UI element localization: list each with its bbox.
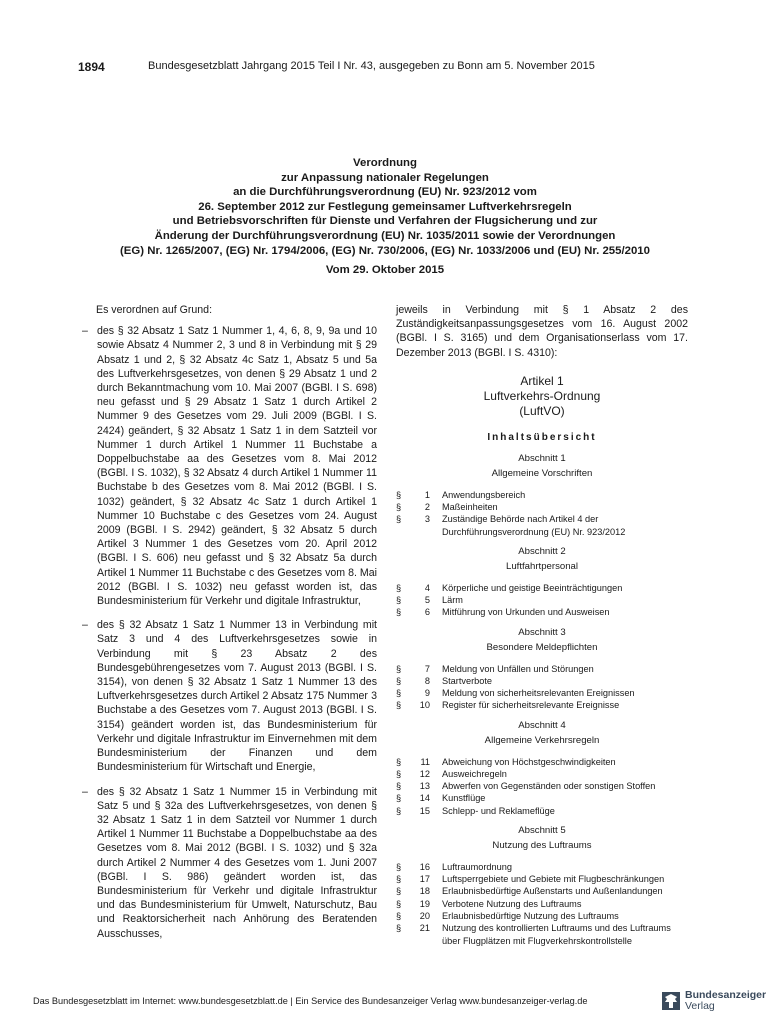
toc-entry-text: Meldung von sicherheitsrelevanten Ereignissen (442, 688, 635, 699)
toc-entry-text: Erlaubnisbedürftige Außenstarts und Außenlandungen (442, 886, 663, 897)
paragraph-symbol: § (396, 923, 402, 934)
running-title: Bundesgesetzblatt Jahrgang 2015 Teil I Nr. 43, ausgegeben zu Bonn am 5. November 2015 (148, 60, 595, 72)
page-header (78, 60, 692, 78)
toc-section-title: Nutzung des Luftraums (492, 840, 592, 852)
legal-basis-item (82, 618, 377, 774)
toc-entry (396, 910, 688, 922)
toc-entry-text: Register für sicherheitsrelevante Ereignisse (442, 700, 620, 711)
toc-entry-text: Kunstflüge (442, 793, 486, 804)
toc-entry-text: Anwendungsbereich (442, 489, 526, 500)
toc-entry (396, 756, 688, 768)
toc-entry-number: 8 (424, 675, 430, 686)
publisher-logo (661, 990, 766, 1012)
title-line: und Betriebsvorschriften für Dienste und Verfahren der Flugsicherung und zur (172, 215, 598, 228)
toc-entry (396, 675, 688, 687)
toc-entry (396, 501, 688, 513)
dash-marker: – (82, 325, 88, 338)
left-column (82, 303, 377, 951)
toc-entry-number: 10 (419, 700, 430, 711)
toc-section-heading (396, 825, 688, 853)
toc-section-heading (396, 546, 688, 574)
toc-entry-number: 13 (419, 781, 430, 792)
toc-entry (396, 922, 688, 947)
toc-section-number: Abschnitt 5 (518, 825, 566, 837)
toc-section-title: Luftfahrtpersonal (506, 561, 578, 573)
legal-basis-text: des § 32 Absatz 1 Satz 1 Nummer 1, 4, 6, 8, 9, 9a und 10 sowie Absatz 4 Nummer 2, 3 und 8 in Verbindung mit § 29 Absatz 1 und 2, § 32 Absatz 4c Satz 1, Absatz 5 und 5a des Luftverkehrsgesetzes, von denen § 29 Absatz 1 und 2 durch Bekanntmachung vom 10. Mai 2007 (BGBl. I S. 698) neu gefasst und § 29 Absatz 1 Satz 1 durch Artikel 2 Nummer 9 des Gesetzes vom 29. Juli 2009 (BGBl. I S. 2424) geändert, § 32 Absatz 1 Satz 1 in dem Satzteil vor Nummer 1 durch Artikel 1 Nummer 11 Buchstabe a Doppelbuchstabe aa des Gesetzes vom 8. Mai 2012 (BGBl. I S. 1032), § 32 Absatz 4 durch Artikel 1 Nummer 11 Buchstabe b des Gesetzes vom 8. Mai 2012 (BGBl. I S. 1032) geändert, § 32 Absatz 4c Satz 1 durch Artikel 1 Nummer 10 Buchstabe c des Gesetzes vom 24. August 2009 (BGBl. I S. 2942) geändert, § 32 Absatz 5 durch Artikel 3 Nummer 1 des Gesetzes vom 20. April 2012 (BGBl. I S. 606) neu gefasst und § 32 Absatz 5a durch Artikel 1 Nummer 11 Buchstabe c des Gesetzes vom 8. Mai 2012 (BGBl. I S. 1032) neu gefasst worden ist, das Bundesministerium für Verkehr und digitale Infrastruktur, (97, 325, 377, 608)
toc-section-title: Allgemeine Vorschriften (491, 468, 593, 480)
toc-entry (396, 885, 688, 897)
toc-entry (396, 898, 688, 910)
toc-section-number: Abschnitt 3 (518, 626, 566, 638)
toc-section-number: Abschnitt 1 (518, 453, 566, 465)
paragraph-symbol: § (396, 663, 402, 674)
toc-section-title: Allgemeine Verkehrsregeln (484, 735, 600, 747)
paragraph-symbol: § (396, 756, 402, 767)
logo-line-2: Verlag (685, 1000, 715, 1012)
toc-entry-number: 1 (424, 489, 430, 500)
toc-entry-text: Ausweichregeln (442, 768, 507, 779)
toc-entry-text: Nutzung des kontrollierten Luftraums und des Luftraums über Flugplätzen mit Flugverkehrskontrollstelle (442, 923, 671, 946)
toc-entry-text: Lärm (442, 595, 463, 606)
title-line: Verordnung (353, 157, 417, 169)
article-abbreviation: (LuftVO) (519, 403, 565, 418)
toc-entry-text: Maßeinheiten (442, 502, 498, 513)
toc-entry-text: Erlaubnisbedürftige Nutzung des Luftraums (442, 911, 619, 922)
title-line: (EG) Nr. 1265/2007, (EG) Nr. 1794/2006, (EG) Nr. 730/2006, (EG) Nr. 1033/2006 und (EU) Nr. 255/2010 (120, 244, 650, 257)
toc-list (396, 756, 688, 817)
toc-entry-text: Meldung von Unfällen und Störungen (442, 663, 594, 674)
document-date: Vom 29. Oktober 2015 (325, 264, 445, 276)
toc-entry (396, 768, 688, 780)
toc-entry-text: Schlepp- und Reklameflüge (442, 805, 555, 816)
page-number: 1894 (78, 60, 105, 74)
toc-entry (396, 594, 688, 606)
title-line: Änderung der Durchführungsverordnung (EU) Nr. 1035/2011 sowie der Verordnungen (154, 229, 616, 242)
toc-list (396, 663, 688, 712)
toc-entry-text: Abweichung von Höchstgeschwindigkeiten (442, 756, 616, 767)
toc-entry-text: Zuständige Behörde nach Artikel 4 der Durchführungsverordnung (EU) Nr. 923/2012 (442, 514, 626, 537)
paragraph-symbol: § (396, 861, 402, 872)
toc-entry-number: 2 (424, 502, 430, 513)
toc-entry-text: Luftsperrgebiete und Gebiete mit Flugbeschränkungen (442, 874, 665, 885)
toc-entry-number: 16 (419, 861, 430, 872)
right-column (396, 303, 688, 947)
toc-entry-text: Verbotene Nutzung des Luftraums (442, 898, 582, 909)
intro-text: Es verordnen auf Grund: (96, 304, 213, 316)
toc-section-heading (396, 720, 688, 748)
toc-entry-number: 4 (424, 582, 430, 593)
paragraph-symbol: § (396, 595, 402, 606)
paragraph-symbol: § (396, 781, 402, 792)
document-title (60, 156, 710, 258)
title-line: 26. September 2012 zur Festlegung gemeinsamer Luftverkehrsregeln (198, 200, 572, 213)
title-line: an die Durchführungsverordnung (EU) Nr. 923/2012 vom (233, 186, 537, 199)
toc-entry (396, 792, 688, 804)
toc-entry-number: 14 (419, 793, 430, 804)
paragraph-symbol: § (396, 793, 402, 804)
paragraph-symbol: § (396, 607, 402, 618)
toc-list (396, 582, 688, 619)
toc-entry (396, 582, 688, 594)
toc-entry (396, 805, 688, 817)
article-number: Artikel 1 (520, 373, 564, 388)
paragraph-symbol: § (396, 582, 402, 593)
dash-marker: – (82, 785, 88, 798)
toc-heading: Inhaltsübersicht (487, 431, 597, 443)
toc-entry (396, 699, 688, 711)
logo-line-1: Bundesanzeiger (685, 989, 767, 1001)
legal-basis-item (82, 324, 377, 608)
toc-entry-text: Startverbote (442, 675, 493, 686)
toc-entry-number: 19 (419, 898, 430, 909)
legal-basis-item (82, 785, 377, 941)
article-heading (396, 374, 688, 419)
legal-basis-text: des § 32 Absatz 1 Satz 1 Nummer 13 in Verbindung mit Satz 3 und 4 des Luftverkehrsgesetzes sowie in Verbindung mit § 23 Absatz 2 des Bundesgebührengesetzes vom 7. August 2013 (BGBl. I S. 3154), von denen § 32 Absatz 1 Satz 1 Nummer 13 des Luftverkehrsgesetzes durch Artikel 2 Absatz 175 Nummer 3 Buchstabe a des Gesetzes vom 7. August 2013 (BGBl. I S. 3154) geändert worden ist, das Bundesministerium für Verkehr und digitale Infrastruktur im Einvernehmen mit dem Bundesministerium der Finanzen und dem Bundesministerium für Wirtschaft und Energie, (97, 619, 377, 774)
paragraph-symbol: § (396, 805, 402, 816)
toc-entry-text: Mitführung von Urkunden und Ausweisen (442, 607, 610, 618)
toc-section-number: Abschnitt 2 (518, 546, 566, 558)
toc-entry (396, 606, 688, 618)
paragraph-symbol: § (396, 675, 402, 686)
toc-section-heading (396, 627, 688, 655)
article-title: Luftverkehrs-Ordnung (483, 388, 601, 403)
toc-list (396, 489, 688, 538)
paragraph-symbol: § (396, 768, 402, 779)
continuation-text: jeweils in Verbindung mit § 1 Absatz 2 des Zuständigkeitsanpassungsgesetzes vom 16. August 2002 (BGBl. I S. 3165) und dem Organisationserlass vom 17. Dezember 2013 (BGBl. I S. 4310): (396, 304, 688, 359)
table-of-contents (396, 453, 688, 947)
toc-entry-text: Luftraumordnung (442, 861, 512, 872)
toc-entry-number: 17 (419, 874, 430, 885)
toc-list (396, 861, 688, 947)
paragraph-symbol: § (396, 502, 402, 513)
toc-entry-number: 11 (420, 756, 430, 767)
toc-entry-number: 20 (419, 911, 430, 922)
toc-section-title: Besondere Meldepflichten (486, 642, 598, 654)
toc-section-heading (396, 453, 688, 481)
toc-entry-number: 3 (424, 514, 430, 525)
toc-entry-number: 18 (419, 886, 430, 897)
toc-entry-number: 6 (424, 607, 430, 618)
paragraph-symbol: § (396, 489, 402, 500)
toc-entry-text: Abwerfen von Gegenständen oder sonstigen Stoffen (442, 781, 656, 792)
toc-entry (396, 861, 688, 873)
toc-entry-number: 5 (424, 595, 430, 606)
dash-marker: – (82, 619, 88, 632)
toc-entry-number: 12 (419, 768, 430, 779)
paragraph-symbol: § (396, 514, 402, 525)
paragraph-symbol: § (396, 886, 402, 897)
toc-entry-number: 7 (424, 663, 430, 674)
toc-entry-number: 21 (419, 923, 430, 934)
eagle-logo-icon (661, 991, 681, 1011)
title-line: zur Anpassung nationaler Regelungen (281, 171, 489, 184)
footer-text: Das Bundesgesetzblatt im Internet: www.bundesgesetzblatt.de | Ein Service des Bundesanzeiger Verlag www.bundesanzeiger-verlag.de (33, 996, 588, 1006)
toc-entry-text: Körperliche und geistige Beeinträchtigungen (442, 582, 623, 593)
toc-entry-number: 9 (424, 688, 430, 699)
toc-entry-number: 15 (419, 805, 430, 816)
paragraph-symbol: § (396, 898, 402, 909)
toc-section-number: Abschnitt 4 (518, 719, 566, 731)
legal-basis-text: des § 32 Absatz 1 Satz 1 Nummer 15 in Verbindung mit Satz 5 und § 32a des Luftverkehrsgesetzes, von denen § 32 Absatz 1 Satz 1 in dem Satzteil vor Nummer 1 durch Artikel 1 Nummer 11 Buchstabe a Doppelbuchstabe aa des Gesetzes vom 8. Mai 2012 (BGBl. I S. 1032) und § 32a durch Artikel 2 Nummer 4 des Gesetzes vom 1. Juni 2007 (BGBl. I S. 986) geändert worden ist, das Bundesministerium für Verkehr und digitale Infrastruktur und das Bundesministerium für Umwelt, Naturschutz, Bau und Reaktorsicherheit nach Anhörung des Beratenden Ausschusses, (97, 785, 377, 940)
toc-entry (396, 873, 688, 885)
toc-entry (396, 687, 688, 699)
paragraph-symbol: § (396, 874, 402, 885)
paragraph-symbol: § (396, 700, 402, 711)
toc-entry (396, 489, 688, 501)
paragraph-symbol: § (396, 688, 402, 699)
toc-entry (396, 663, 688, 675)
toc-entry (396, 513, 688, 538)
toc-entry (396, 780, 688, 792)
paragraph-symbol: § (396, 911, 402, 922)
